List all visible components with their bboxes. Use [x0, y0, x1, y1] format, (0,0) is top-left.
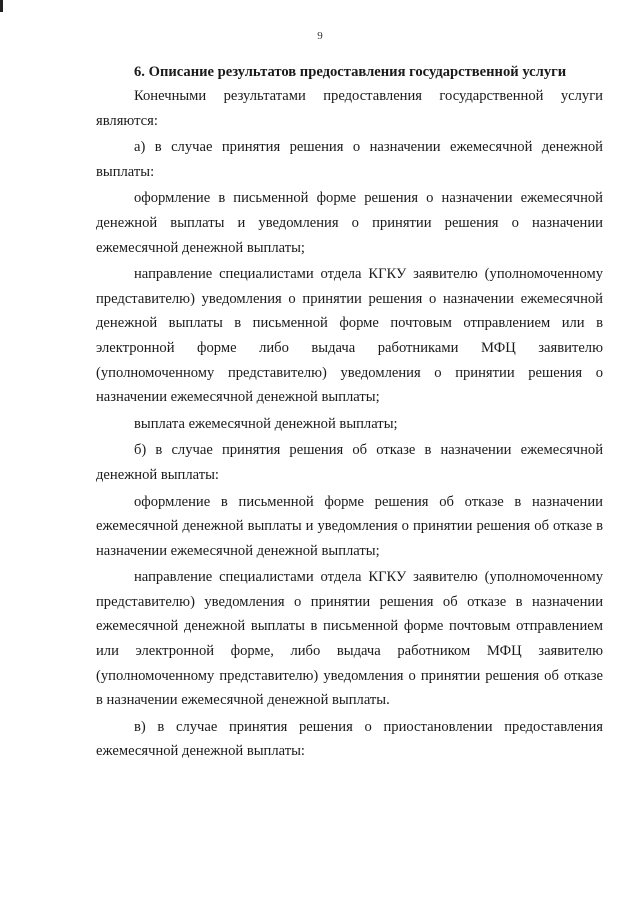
paragraph: Конечными результатами предоставления государственной услуги являются: [96, 88, 603, 129]
page-number: 9 [317, 30, 323, 42]
scan-edge-mark [0, 0, 3, 12]
section-heading: 6. Описание результатов предоставления государственной услуги [134, 64, 567, 80]
paragraph: оформление в письменной форме решения о назначении ежемесячной денежной выплаты и уведомления о принятии решения о назначении ежемесячной денежной выплаты; [96, 190, 603, 256]
paragraph: направление специалистами отдела КГКУ заявителю (уполномоченному представителю) уведомления о принятии решения об отказе в назначении ежемесячной денежной выплаты в письменной форме почтовым отправлением или электронной форме, либо выдача работником МФЦ заявителю (уполномоченному представителю) уведомления о принятии решения об отказе в назначении ежемесячной денежной выплаты. [96, 569, 603, 709]
paragraph: в) в случае принятия решения о приостановлении предоставления ежемесячной денежной выплаты: [96, 718, 603, 760]
document-body [96, 60, 603, 766]
paragraph: а) в случае принятия решения о назначении ежемесячной денежной выплаты: [96, 139, 603, 180]
paragraph: выплата ежемесячной денежной выплаты; [134, 415, 398, 432]
paragraph: направление специалистами отдела КГКУ заявителю (уполномоченному представителю) уведомления о принятии решения о назначении ежемесячной денежной выплаты в письменной форме почтовым отправлением или в электронной форме либо выдача работниками МФЦ заявителю (уполномоченному представителю) уведомления о принятии решения о назначении ежемесячной денежной выплаты; [96, 266, 603, 406]
paragraph: б) в случае принятия решения об отказе в назначении ежемесячной денежной выплаты: [96, 442, 603, 483]
paragraph: оформление в письменной форме решения об отказе в назначении ежемесячной денежной выплаты и уведомления о принятии решения об отказе в назначении ежемесячной денежной выплаты; [96, 493, 603, 559]
